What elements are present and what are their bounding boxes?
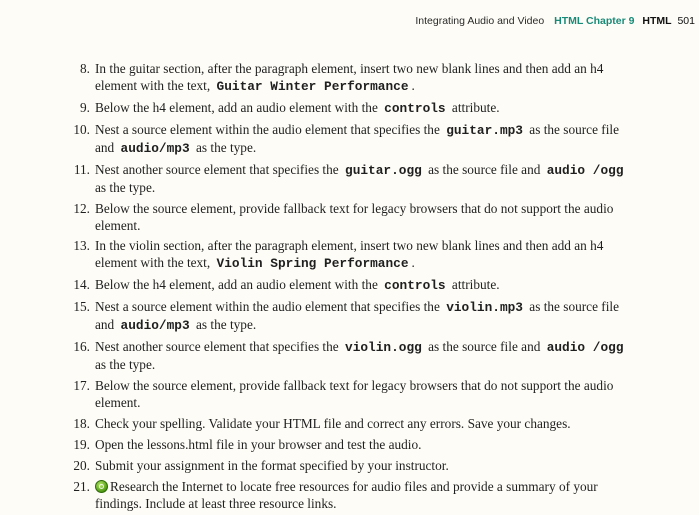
step-text: In the violin section, after the paragraph element, insert two new blank lines and then add an h4 element with the text, [95, 238, 604, 271]
code-snippet: audio /ogg [546, 340, 624, 356]
code-snippet: Guitar Winter Performance [216, 79, 409, 94]
book-label: HTML [642, 15, 672, 27]
step-text: attribute. [448, 99, 500, 115]
step-text: attribute. [448, 277, 500, 293]
code-snippet: violin.ogg [345, 340, 422, 356]
step-text: Research the Internet to locate free resources for audio files and provide a summary of your findings. Include at least three resource links. [95, 478, 598, 511]
code-snippet: violin.mp3 [446, 300, 523, 316]
step-item [0, 298, 640, 334]
step-number: 11. [73, 161, 90, 177]
step-text: Below the h4 element, add an audio element with the [95, 99, 382, 115]
step-number: 17. [73, 378, 90, 394]
step-text: as the type. [192, 317, 257, 333]
instruction-steps [0, 60, 640, 515]
step-text: In the guitar section, after the paragraph element, insert two new blank lines and then add an h4 element with the text, [95, 61, 604, 93]
step-item [0, 60, 640, 95]
step-text: Nest another source element that specifies the [95, 161, 343, 177]
step-text: as the source file and [424, 161, 544, 177]
step-number: 10. [73, 121, 90, 137]
page-number: 501 [677, 15, 695, 27]
step-number: 19. [73, 436, 90, 452]
step-number: 18. [73, 415, 90, 431]
step-item [0, 415, 640, 432]
step-number: 15. [73, 299, 90, 315]
step-number: 9. [80, 99, 90, 115]
step-number: 12. [73, 200, 90, 216]
step-text: Nest another source element that specifies the [95, 339, 343, 355]
code-snippet: guitar.mp3 [446, 122, 523, 138]
code-snippet: guitar.ogg [345, 162, 422, 178]
code-snippet: audio/mp3 [120, 318, 190, 334]
code-snippet: audio/mp3 [120, 140, 190, 156]
step-text: Open the lessons.html file in your browser and test the audio. [95, 436, 422, 452]
step-item [0, 200, 640, 234]
step-item [0, 237, 640, 272]
step-text: Nest a source element within the audio element that specifies the [95, 121, 444, 137]
step-item [0, 377, 640, 411]
running-header [415, 15, 695, 27]
step-number: 20. [73, 457, 90, 473]
step-text: Check your spelling. Validate your HTML file and correct any errors. Save your changes. [95, 415, 571, 431]
step-text: . [411, 255, 415, 271]
code-snippet: controls [384, 278, 446, 294]
chapter-label: HTML Chapter 9 [554, 15, 635, 27]
step-text: Submit your assignment in the format specified by your instructor. [95, 457, 449, 473]
step-number: 21. [73, 478, 90, 494]
step-text: Below the source element, provide fallback text for legacy browsers that do not support the audio element. [95, 200, 614, 233]
step-item [0, 121, 640, 157]
step-text: as the type. [95, 357, 156, 373]
code-snippet: audio /ogg [546, 162, 624, 178]
step-item [0, 276, 640, 294]
step-text: as the type. [192, 139, 257, 155]
step-text: as the source file and [424, 339, 544, 355]
step-item [0, 99, 640, 117]
step-text: Below the source element, provide fallback text for legacy browsers that do not support the audio element. [95, 378, 614, 411]
step-number: 8. [80, 61, 90, 76]
step-text: Below the h4 element, add an audio element with the [95, 277, 382, 293]
step-item [0, 436, 640, 453]
step-number: 14. [73, 277, 90, 293]
code-snippet: Violin Spring Performance [216, 256, 409, 272]
step-item [0, 478, 640, 512]
step-item [0, 338, 640, 373]
section-title: Integrating Audio and Video [415, 15, 545, 27]
step-number: 16. [73, 339, 90, 355]
globe-icon [95, 480, 108, 493]
step-text: Nest a source element within the audio element that specifies the [95, 299, 444, 315]
step-number: 13. [73, 238, 90, 254]
code-snippet: controls [384, 100, 446, 116]
step-text: as the type. [95, 179, 156, 195]
step-item [0, 457, 640, 474]
step-text: as the source file and [95, 121, 620, 155]
step-item [0, 161, 640, 196]
step-text: as the source file and [95, 299, 620, 333]
step-text: . [411, 78, 415, 93]
